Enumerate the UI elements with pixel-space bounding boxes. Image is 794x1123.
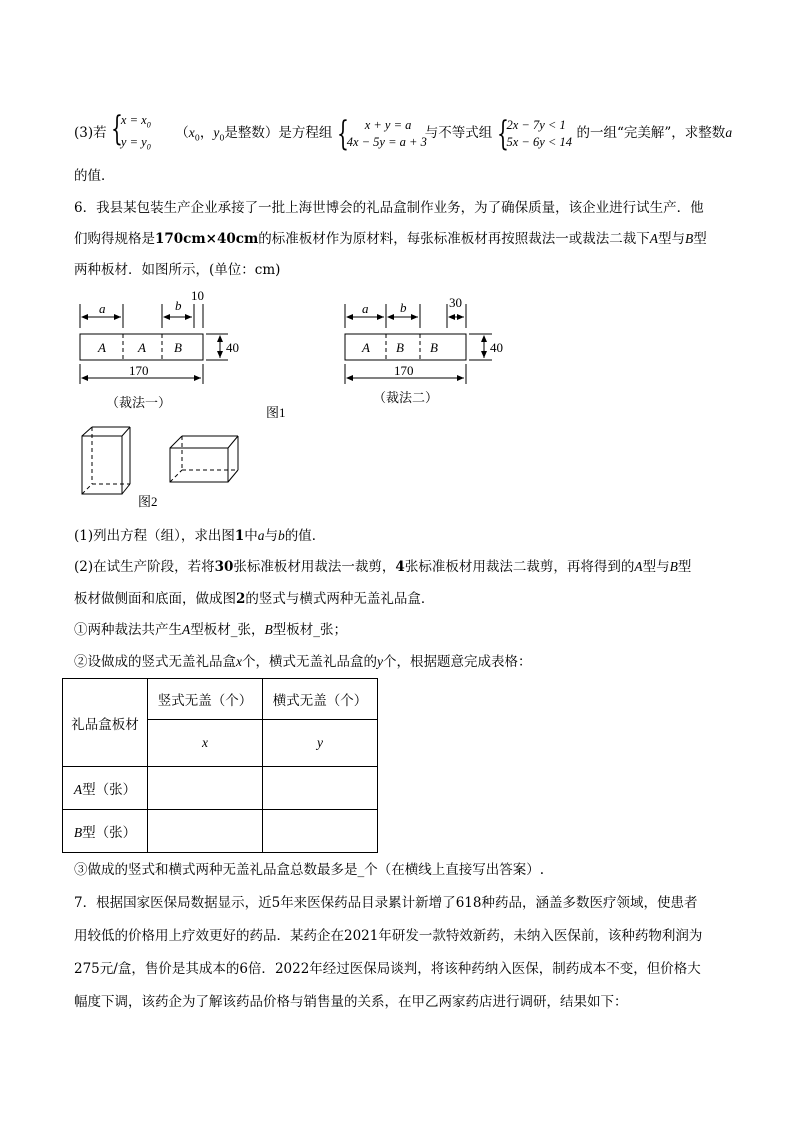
q6-sub2: ②设做成的竖式无盖礼品盒x个，横式无盖礼品盒的y个，根据题意完成表格： (74, 654, 532, 670)
figure-2 (76, 424, 246, 514)
table-row-b-label: B型（张） (63, 810, 148, 853)
q5-part3-line: (3)若 { $x = x_0$ $y = y_0$ （$x_0$，$y_0$是整数）是方程组 { x + y = a 4x − 5y = a + 3与不等式组 { 2x − 7y < 1 5x − 6y < 14的一组“完美解”，求整数a (74, 109, 733, 154)
table-cell-y: y (263, 720, 378, 767)
q6-line1: 6．我县某包装生产企业承接了一批上海世博会的礼品盒制作业务，为了确保质量，该企业进行试生产．他 (74, 200, 704, 216)
svg-text:A: A (98, 340, 106, 355)
table-corner: 礼品盒板材 (63, 679, 148, 767)
cutting-method-2 (345, 295, 503, 405)
q6-sub3: ③做成的竖式和横式两种无盖礼品盒总数最多是_个（在横线上直接写出答案）. (74, 862, 545, 878)
svg-text:B: B (396, 340, 404, 355)
table-header-vertical: 竖式无盖（个） (148, 679, 263, 720)
horizontal-box (170, 436, 238, 482)
cut1-a-label: a (99, 301, 106, 316)
equation-system-1: { $x = x_0$ $y = y_0$ (110, 109, 151, 151)
q6-part1: (1)列出方程（组），求出图1中a与b的值． (74, 528, 326, 544)
q6-part2-line1: (2)在试生产阶段，若将30张标准板材用裁法一裁剪，4张标准板材用裁法二裁剪，再将得到的A型与B型 (74, 559, 692, 575)
figure-2-label: 图2 (138, 494, 158, 509)
table-cell-x: x (148, 720, 263, 767)
inequality-system: { 2x − 7y < 1 5x − 6y < 14 (496, 113, 572, 154)
figure-1 (70, 288, 540, 418)
cutting-method-1 (80, 288, 239, 410)
table-cell (263, 767, 378, 810)
q7-line2: 用较低的价格用上疗效更好的药品．某药企在2021年研发一款特效新药，未纳入医保前，该种药物利润为 (74, 928, 703, 944)
cut2-top-label: 30 (449, 295, 462, 310)
cut2-a-label: a (362, 301, 369, 316)
cut1-top-label: 10 (191, 288, 204, 303)
table-row-a-label: A型（张） (63, 767, 148, 810)
vertical-box (82, 427, 130, 494)
q5-part3-end: 的值． (74, 168, 115, 184)
svg-text:B: B (430, 340, 438, 355)
svg-text:B: B (174, 340, 182, 355)
gift-box-table (62, 678, 378, 853)
q7-line4: 幅度下调，该药企为了解该药品价格与销售量的关系，在甲乙两家药店进行调研，结果如下： (74, 994, 628, 1010)
table-header-horizontal: 横式无盖（个） (263, 679, 378, 720)
figure-1-label: 图1 (266, 405, 286, 418)
cut2-caption: （裁法二） (373, 390, 439, 405)
q6-line3: 两种板材．如图所示，(单位：cm) (74, 262, 281, 278)
table-cell (263, 810, 378, 853)
cut2-length-label: 170 (394, 363, 414, 378)
cut2-side-label: 40 (490, 340, 503, 355)
table-cell (148, 767, 263, 810)
q7-line3: 275元/盒，售价是其成本的6倍．2022年经过医保局谈判，将该种药纳入医保，制药成本不变，但价格大 (74, 961, 701, 977)
q6-part2-line2: 板材做侧面和底面，做成图2的竖式与横式两种无盖礼品盒． (74, 591, 435, 607)
cut1-length-label: 170 (129, 363, 149, 378)
cut1-side-label: 40 (226, 340, 239, 355)
q6-sub1: ①两种裁法共产生A型板材_张，B型板材_张； (74, 622, 347, 638)
cut1-b-label: b (175, 298, 182, 313)
table-cell (148, 810, 263, 853)
cut2-b-label: b (400, 300, 407, 315)
equation-system-2: { x + y = a 4x − 5y = a + 3 (336, 113, 427, 154)
q7-line1: 7．根据国家医保局数据显示，近5年来医保药品目录累计新增了618种药品，涵盖多数医疗领域，使患者 (74, 895, 698, 911)
svg-text:A: A (362, 340, 370, 355)
svg-text:A: A (138, 340, 146, 355)
cut1-caption: （裁法一） (106, 395, 172, 410)
q6-line2: 们购得规格是170cm×40cm的标准板材作为原材料，每张标准板材再按照裁法一或裁法二裁下A型与B型 (74, 231, 707, 247)
